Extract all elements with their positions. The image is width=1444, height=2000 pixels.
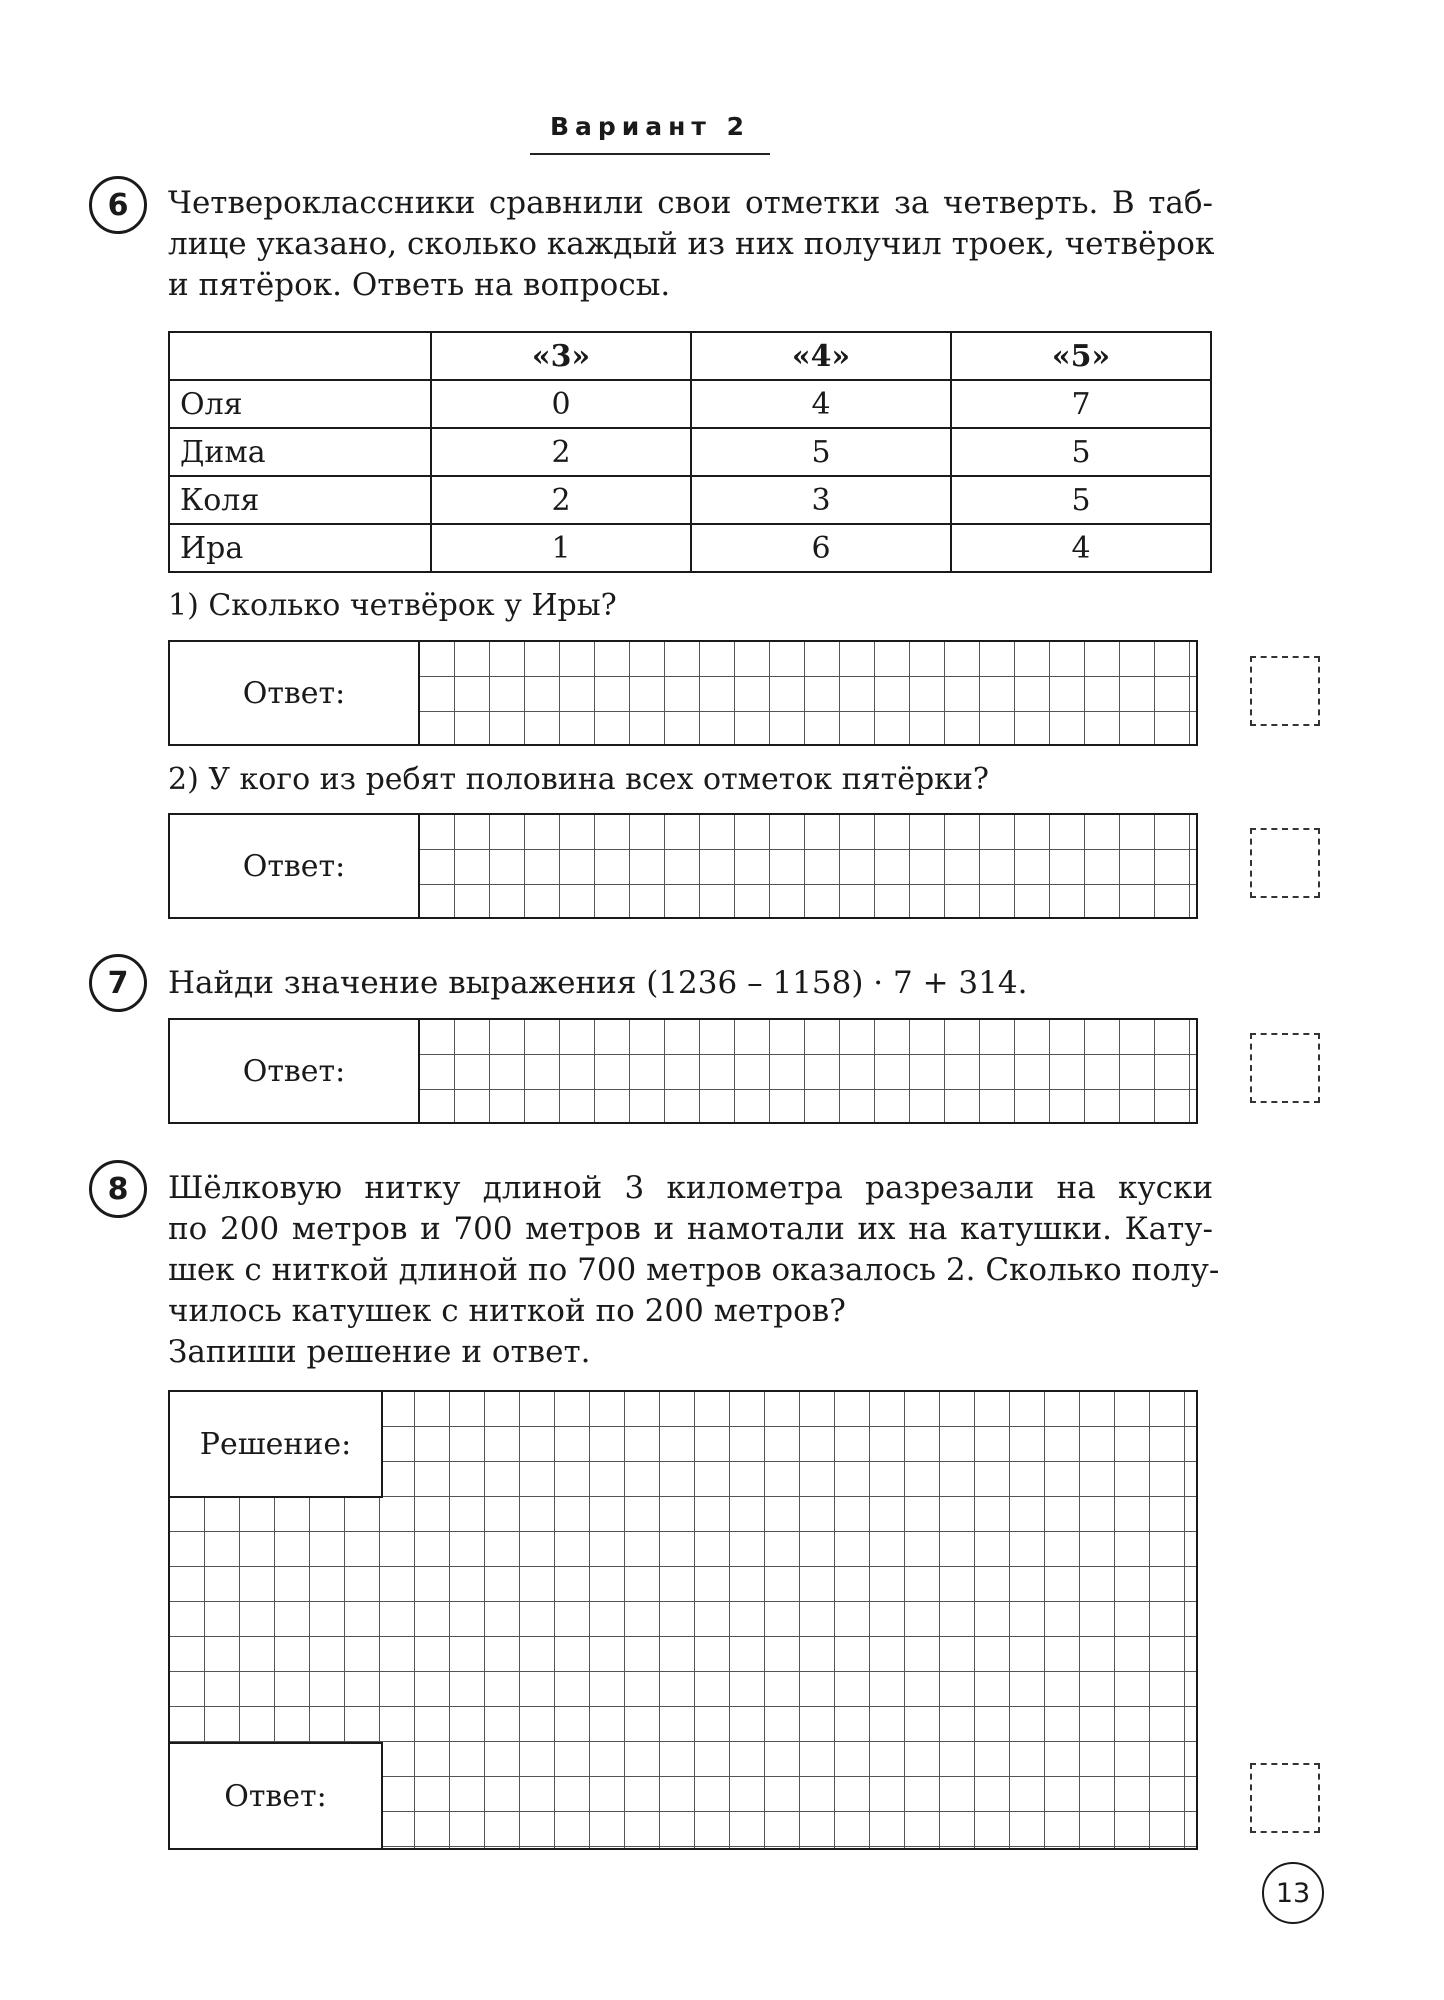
answer-box-7[interactable] (168, 1018, 1198, 1124)
grade-count: 4 (951, 524, 1211, 572)
grade-count: 0 (431, 380, 691, 428)
question-6-line-1: Четвероклассники сравнили свои отметки за четверть. В таб- (168, 185, 1213, 221)
grade-count: 2 (431, 476, 691, 524)
variant-title: Вариант 2 (530, 112, 770, 155)
question-8-line-1: Шёлковую нитку длиной 3 километра разрезали на куски (168, 1170, 1213, 1206)
solution-grid[interactable] (168, 1390, 1198, 1850)
question-8-number: 8 (89, 1160, 147, 1218)
table-row (169, 476, 1211, 524)
student-name: Ира (169, 524, 431, 572)
grade-count: 5 (951, 476, 1211, 524)
grade-count: 6 (691, 524, 951, 572)
student-name: Дима (169, 428, 431, 476)
student-name: Коля (169, 476, 431, 524)
answer-grid[interactable] (420, 642, 1196, 744)
question-6-number: 6 (89, 176, 147, 234)
table-header-cell: «3» (431, 332, 691, 380)
answer-grid[interactable] (420, 815, 1196, 917)
table-header-row (169, 332, 1211, 380)
score-box-7 (1250, 1033, 1320, 1103)
question-6-text (168, 183, 1213, 306)
question-6-sub-2: 2) У кого из ребят половина всех отметок пятёрки? (168, 762, 990, 797)
table-header-cell: «4» (691, 332, 951, 380)
table-header-cell: «5» (951, 332, 1211, 380)
score-box-6-1 (1250, 656, 1320, 726)
answer-box-6-2[interactable] (168, 813, 1198, 919)
answer-grid[interactable] (420, 1020, 1196, 1122)
grade-count: 5 (951, 428, 1211, 476)
answer-label: Ответ: (170, 642, 420, 744)
question-8-line-4: чилось катушек с ниткой по 200 метров? (168, 1293, 846, 1329)
question-8-line-2: по 200 метров и 700 метров и намотали их на катушки. Кату- (168, 1211, 1213, 1247)
grade-count: 1 (431, 524, 691, 572)
table-header-cell (169, 332, 431, 380)
question-8-line-3: шек с ниткой длиной по 700 метров оказалось 2. Сколько полу- (168, 1252, 1220, 1288)
question-7-text: Найди значение выражения (1236 – 1158) · 7 + 314. (168, 965, 1028, 1001)
question-6-sub-1: 1) Сколько четвёрок у Иры? (168, 588, 617, 623)
grade-count: 7 (951, 380, 1211, 428)
answer-label: Ответ: (170, 1020, 420, 1122)
question-6-line-2: лице указано, сколько каждый из них получил троек, четвёрок (168, 226, 1215, 262)
score-box-8 (1250, 1763, 1320, 1833)
grades-table (168, 331, 1212, 573)
grade-count: 4 (691, 380, 951, 428)
solution-label: Решение: (170, 1392, 383, 1498)
student-name: Оля (169, 380, 431, 428)
question-8-line-5: Запиши решение и ответ. (168, 1334, 591, 1370)
table-row (169, 524, 1211, 572)
grade-count: 5 (691, 428, 951, 476)
question-6-line-3: и пятёрок. Ответь на вопросы. (168, 267, 671, 303)
grade-count: 3 (691, 476, 951, 524)
page-number: 13 (1262, 1862, 1324, 1924)
score-box-6-2 (1250, 828, 1320, 898)
grade-count: 2 (431, 428, 691, 476)
table-row (169, 380, 1211, 428)
answer-label: Ответ: (170, 815, 420, 917)
question-7-number: 7 (89, 954, 147, 1012)
question-8-text (168, 1168, 1220, 1373)
answer-box-6-1[interactable] (168, 640, 1198, 746)
table-row (169, 428, 1211, 476)
answer-label: Ответ: (170, 1742, 383, 1848)
